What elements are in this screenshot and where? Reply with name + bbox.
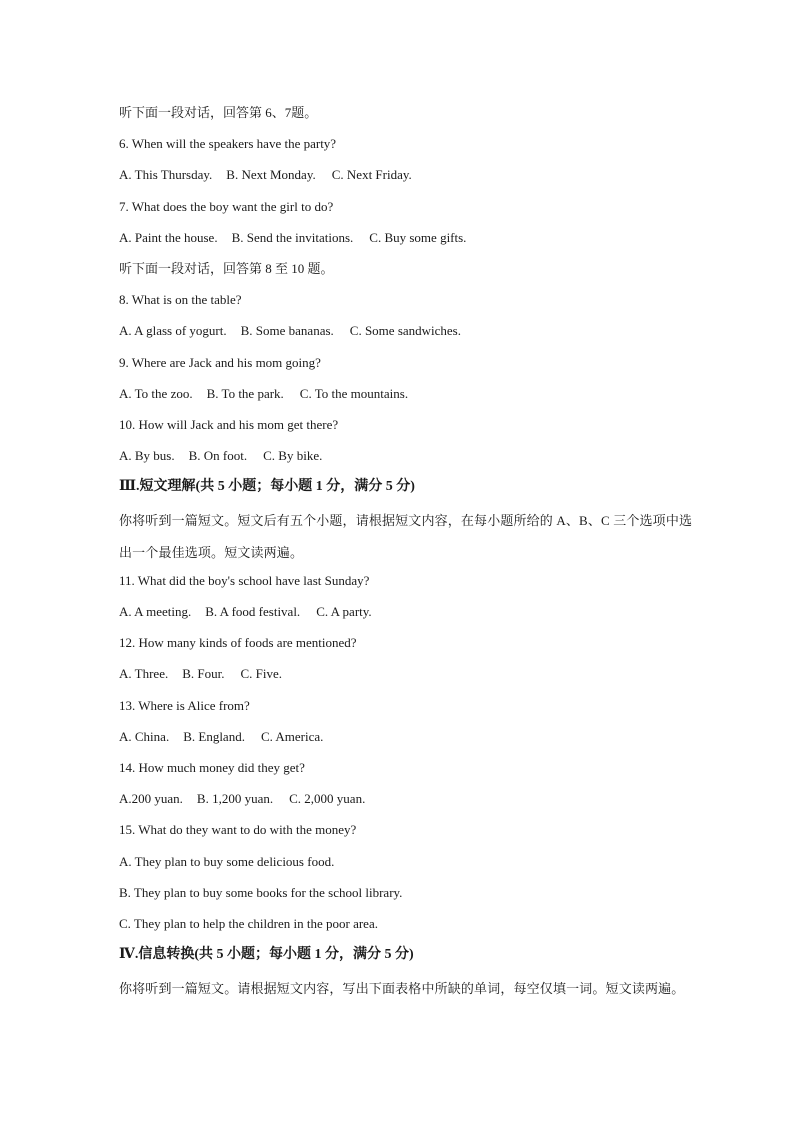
section-heading: Ⅳ.信息转换(共 5 小题；每小题 1 分，满分 5 分)	[119, 947, 414, 963]
answer-options	[119, 786, 699, 817]
question-text: 12. How many kinds of foods are mentioned?	[119, 635, 357, 651]
answer-option: C. Some sandwiches.	[349, 323, 461, 339]
answer-option: C. 2,000 yuan.	[289, 791, 366, 807]
question-text: 10. How will Jack and his mom get there?	[119, 416, 339, 432]
answer-options	[119, 599, 699, 630]
answer-option: C. Buy some gifts.	[369, 229, 467, 245]
answer-option: A. By bus.	[119, 448, 175, 464]
exam-page	[119, 100, 699, 1004]
answer-options	[119, 661, 699, 692]
answer-option: A. A glass of yogurt.	[119, 323, 227, 339]
question-text: 11. What did the boy's school have last Sunday?	[119, 572, 370, 588]
question-text: 8. What is on the table?	[119, 292, 242, 308]
answer-option: C. By bike.	[263, 448, 323, 464]
instruction-text: 听下面一段对话，回答第 6、7题。	[119, 105, 318, 120]
answer-option: C. A party.	[316, 604, 372, 620]
answer-options	[119, 724, 699, 755]
answer-option: B. England.	[183, 728, 245, 744]
answer-option: A.200 yuan.	[119, 791, 183, 807]
question-text: C. They plan to help the children in the poor area.	[119, 915, 378, 931]
answer-option: C. Five.	[240, 666, 283, 682]
answer-options	[119, 443, 699, 474]
answer-option: C. To the mountains.	[299, 385, 409, 401]
answer-option: B. A food festival.	[205, 604, 301, 620]
question-text: 13. Where is Alice from?	[119, 697, 250, 713]
answer-option: A. Three.	[119, 666, 169, 682]
answer-option: C. America.	[260, 728, 324, 744]
question-text: B. They plan to buy some books for the school library.	[119, 884, 403, 900]
answer-option: A. A meeting.	[119, 604, 192, 620]
question-text: 6. When will the speakers have the party?	[119, 136, 337, 152]
answer-option: A. China.	[119, 728, 170, 744]
answer-options	[119, 162, 699, 193]
question-text: 14. How much money did they get?	[119, 759, 305, 775]
answer-option: B. Send the invitations.	[231, 229, 354, 245]
question-text: 15. What do they want to do with the money?	[119, 822, 357, 838]
answer-options	[119, 225, 699, 256]
answer-option: A. Paint the house.	[119, 229, 218, 245]
instruction-text: 听下面一段对话，回答第 8 至 10 题。	[119, 260, 334, 276]
answer-option: C. Next Friday.	[331, 167, 412, 183]
section-instructions: 你将听到一篇短文。短文后有五个小题，请根据短文内容，在每小题所给的 A、B、C 三个选项中选出一个最佳选项。短文读两遍。	[119, 513, 693, 560]
answer-option: B. Next Monday.	[226, 167, 316, 183]
answer-option: B. Four.	[182, 666, 225, 682]
question-text: A. They plan to buy some delicious food.	[119, 853, 335, 869]
answer-option: B. 1,200 yuan.	[196, 791, 274, 807]
answer-option: A. This Thursday.	[119, 167, 213, 183]
answer-option: B. On foot.	[188, 448, 248, 464]
question-text: 9. Where are Jack and his mom going?	[119, 354, 321, 370]
answer-option: B. To the park.	[206, 385, 284, 401]
answer-option: A. To the zoo.	[119, 385, 193, 401]
answer-options	[119, 318, 699, 349]
question-text: 7. What does the boy want the girl to do?	[119, 198, 334, 214]
section-heading: Ⅲ.短文理解(共 5 小题；每小题 1 分，满分 5 分)	[119, 479, 415, 495]
answer-option: B. Some bananas.	[240, 323, 334, 339]
section-instructions: 你将听到一篇短文。请根据短文内容，写出下面表格中所缺的单词，每空仅填一词。短文读两遍。	[119, 981, 685, 997]
answer-options	[119, 381, 699, 412]
